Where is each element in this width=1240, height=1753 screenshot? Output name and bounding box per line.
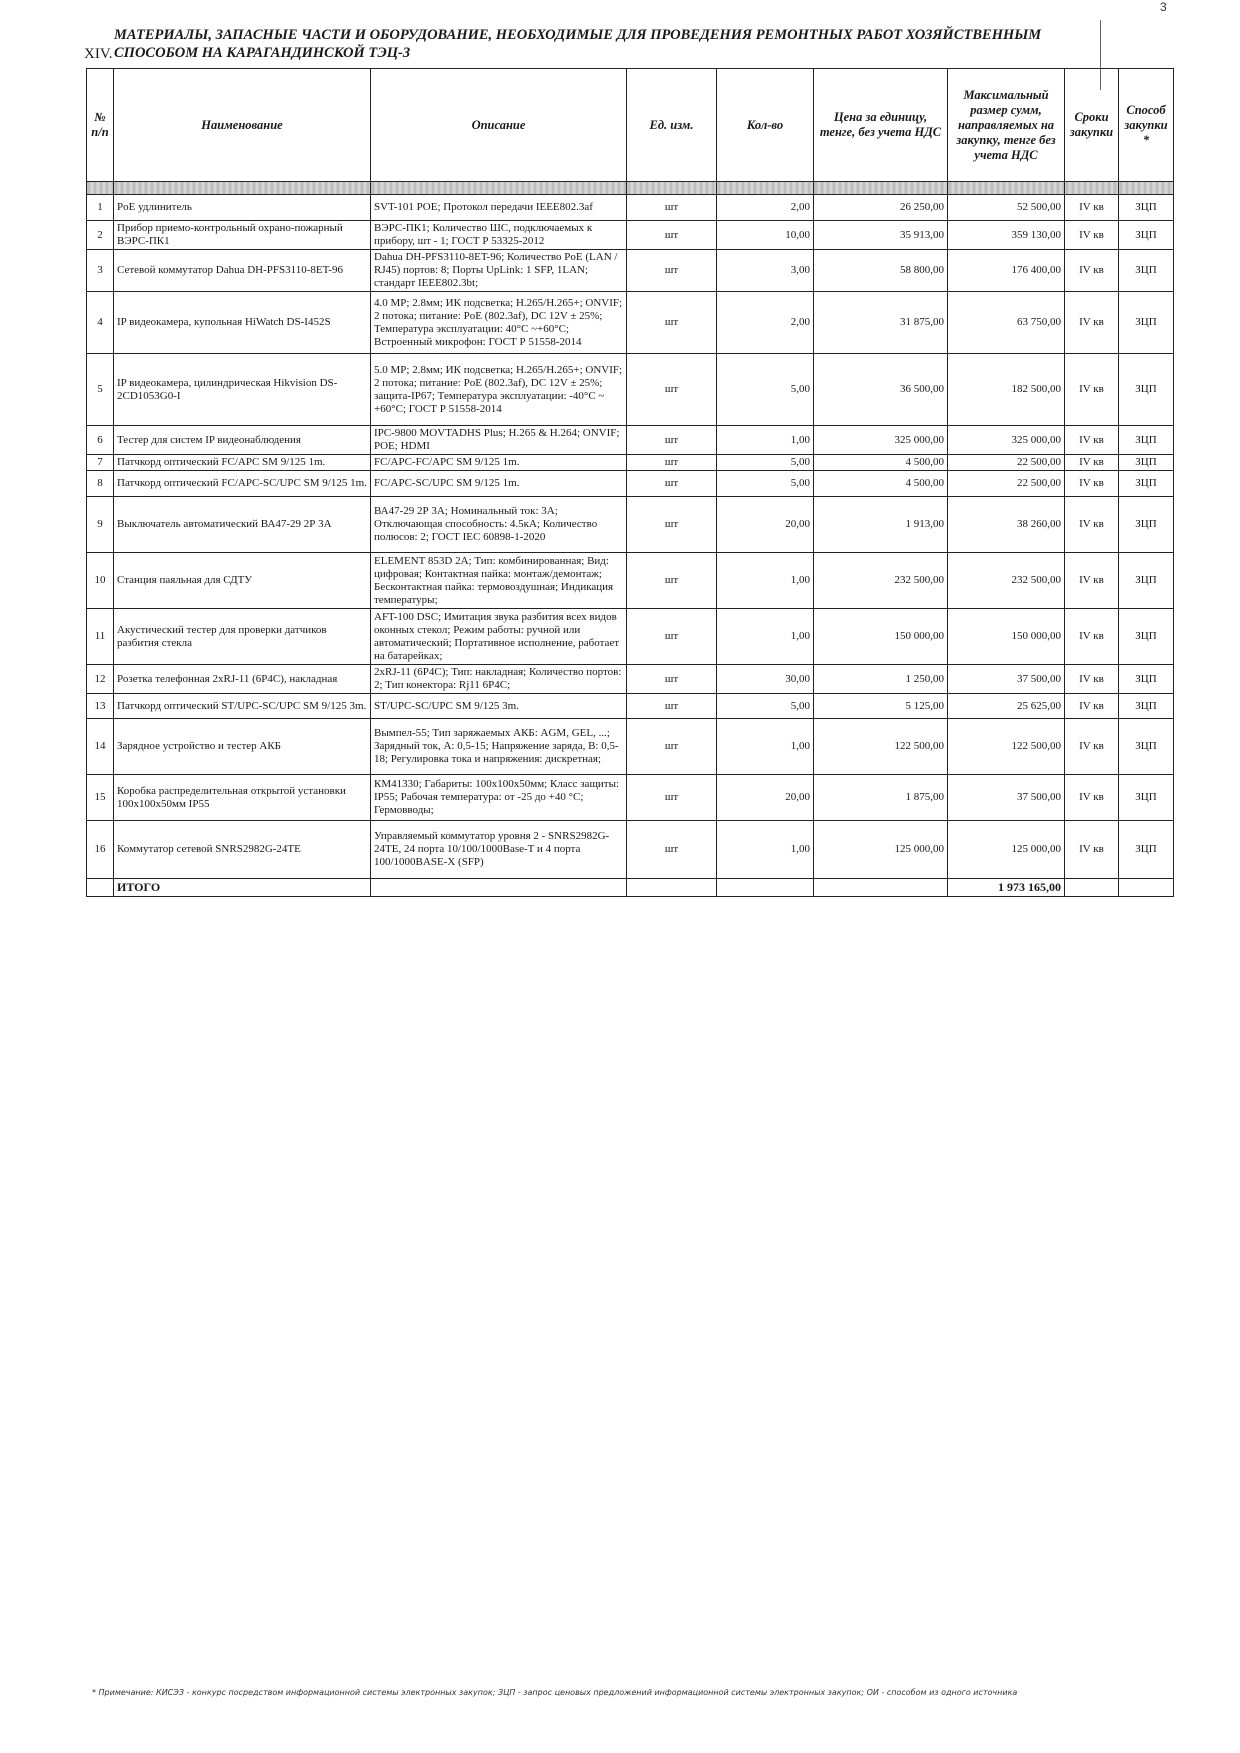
item-method: ЗЦП	[1119, 221, 1174, 250]
item-quantity: 3,00	[717, 250, 814, 292]
table-row	[87, 250, 1174, 292]
item-unit-price: 1 913,00	[814, 497, 948, 553]
header-desc: Описание	[371, 69, 627, 182]
item-quantity: 2,00	[717, 195, 814, 221]
item-term: IV кв	[1065, 719, 1119, 775]
section-number: XIV.	[84, 46, 113, 62]
total-row	[87, 879, 1174, 897]
total-sum: 1 973 165,00	[948, 879, 1065, 897]
header-row	[87, 69, 1174, 182]
item-unit-price: 58 800,00	[814, 250, 948, 292]
item-quantity: 2,00	[717, 292, 814, 354]
item-description: FC/APC-SC/UPC SM 9/125 1m.	[371, 471, 627, 497]
item-max-sum: 122 500,00	[948, 719, 1065, 775]
item-method: ЗЦП	[1119, 821, 1174, 879]
item-term: IV кв	[1065, 497, 1119, 553]
item-description: ELEMENT 853D 2A; Тип: комбинированная; Вид: цифровая; Контактная пайка: монтаж/демонтаж; Бесконтактная пайка: термовоздушная; Индикация температуры;	[371, 553, 627, 609]
item-unit-price: 36 500,00	[814, 354, 948, 426]
item-quantity: 30,00	[717, 665, 814, 694]
empty-cell	[87, 879, 114, 897]
item-name: Сетевой коммутатор Dahua DH-PFS3110-8ET-96	[114, 250, 371, 292]
item-max-sum: 232 500,00	[948, 553, 1065, 609]
item-unit: шт	[627, 553, 717, 609]
item-max-sum: 22 500,00	[948, 471, 1065, 497]
item-quantity: 1,00	[717, 553, 814, 609]
table-row	[87, 694, 1174, 719]
item-max-sum: 37 500,00	[948, 775, 1065, 821]
item-name: Выключатель автоматический ВА47-29 2Р 3А	[114, 497, 371, 553]
item-unit-price: 4 500,00	[814, 455, 948, 471]
item-max-sum: 176 400,00	[948, 250, 1065, 292]
row-number: 8	[87, 471, 114, 497]
item-description: 5.0 MP; 2.8мм; ИК подсветка; H.265/H.265+; ONVIF; 2 потока; питание: PoE (802.3af), DC 12V ± 25%; защита-IP67; Температура эксплуатации: -40°C ~ +60°C; ГОСТ Р 51558-2014	[371, 354, 627, 426]
item-name: Акустический тестер для проверки датчиков разбития стекла	[114, 609, 371, 665]
item-description: Вымпел-55; Тип заряжаемых АКБ: AGM, GEL, ...; Зарядный ток, А: 0,5-15; Напряжение заряда, В: 0,5-18; Регулировка тока и напряжения: дискретная;	[371, 719, 627, 775]
table-row	[87, 292, 1174, 354]
item-description: AFT-100 DSC; Имитация звука разбития всех видов оконных стекол; Режим работы: ручной или автоматический; Портативное исполнение, работает на батарейках;	[371, 609, 627, 665]
table-row	[87, 553, 1174, 609]
item-unit: шт	[627, 821, 717, 879]
row-number: 1	[87, 195, 114, 221]
row-number: 13	[87, 694, 114, 719]
item-unit-price: 150 000,00	[814, 609, 948, 665]
item-quantity: 5,00	[717, 471, 814, 497]
table-row	[87, 426, 1174, 455]
item-name: IP видеокамера, купольная HiWatch DS-I452S	[114, 292, 371, 354]
table-row	[87, 497, 1174, 553]
item-term: IV кв	[1065, 292, 1119, 354]
item-method: ЗЦП	[1119, 719, 1174, 775]
item-term: IV кв	[1065, 694, 1119, 719]
item-method: ЗЦП	[1119, 195, 1174, 221]
row-number: 9	[87, 497, 114, 553]
header-unit: Ед. изм.	[627, 69, 717, 182]
item-quantity: 1,00	[717, 821, 814, 879]
page-title: МАТЕРИАЛЫ, ЗАПАСНЫЕ ЧАСТИ И ОБОРУДОВАНИЕ, НЕОБХОДИМЫЕ ДЛЯ ПРОВЕДЕНИЯ РЕМОНТНЫХ РАБОТ ХОЗЯЙСТВЕННЫМ СПОСОБОМ НА КАРАГАНДИНСКОЙ ТЭЦ-3	[114, 27, 1042, 61]
empty-cell	[1119, 879, 1174, 897]
item-name: Патчкорд оптический ST/UPC-SC/UPC SM 9/125 3m.	[114, 694, 371, 719]
item-term: IV кв	[1065, 354, 1119, 426]
item-description: IPC-9800 MOVTADHS Plus; H.265 & H.264; ONVIF; POE; HDMI	[371, 426, 627, 455]
item-method: ЗЦП	[1119, 609, 1174, 665]
item-quantity: 20,00	[717, 497, 814, 553]
table-row	[87, 221, 1174, 250]
table-row	[87, 455, 1174, 471]
item-name: Тестер для систем IP видеонаблюдения	[114, 426, 371, 455]
item-unit-price: 325 000,00	[814, 426, 948, 455]
empty-cell	[814, 879, 948, 897]
row-number: 5	[87, 354, 114, 426]
item-description: FC/APC-FC/APC SM 9/125 1m.	[371, 455, 627, 471]
table-row	[87, 609, 1174, 665]
row-number: 10	[87, 553, 114, 609]
item-unit: шт	[627, 775, 717, 821]
item-unit-price: 35 913,00	[814, 221, 948, 250]
item-name: Станция паяльная для СДТУ	[114, 553, 371, 609]
item-unit-price: 1 250,00	[814, 665, 948, 694]
item-unit-price: 4 500,00	[814, 471, 948, 497]
item-quantity: 5,00	[717, 354, 814, 426]
item-method: ЗЦП	[1119, 455, 1174, 471]
item-max-sum: 22 500,00	[948, 455, 1065, 471]
item-method: ЗЦП	[1119, 292, 1174, 354]
item-name: Зарядное устройство и тестер АКБ	[114, 719, 371, 775]
item-name: Патчкорд оптический FC/APC SM 9/125 1m.	[114, 455, 371, 471]
item-term: IV кв	[1065, 609, 1119, 665]
item-quantity: 10,00	[717, 221, 814, 250]
item-term: IV кв	[1065, 455, 1119, 471]
item-unit: шт	[627, 665, 717, 694]
item-unit: шт	[627, 354, 717, 426]
item-term: IV кв	[1065, 553, 1119, 609]
item-term: IV кв	[1065, 195, 1119, 221]
item-description: Dahua DH-PFS3110-8ET-96; Количество PoE (LAN / RJ45) портов: 8; Порты UpLink: 1 SFP, 1LAN; стандарт IEEE802.3bt;	[371, 250, 627, 292]
item-description: Управляемый коммутатор уровня 2 - SNRS2982G-24TE, 24 порта 10/100/1000Base-T и 4 порта 100/1000BASE-X (SFP)	[371, 821, 627, 879]
item-term: IV кв	[1065, 250, 1119, 292]
item-unit: шт	[627, 195, 717, 221]
item-name: Коммутатор сетевой SNRS2982G-24TE	[114, 821, 371, 879]
item-unit: шт	[627, 221, 717, 250]
item-unit-price: 1 875,00	[814, 775, 948, 821]
item-method: ЗЦП	[1119, 775, 1174, 821]
item-quantity: 5,00	[717, 455, 814, 471]
table-row	[87, 195, 1174, 221]
header-max-sum: Максимальный размер сумм, направляемых на закупку, тенге без учета НДС	[948, 69, 1065, 182]
header-term: Сроки закупки	[1065, 69, 1119, 182]
header-num: № п/п	[87, 69, 114, 182]
item-unit-price: 26 250,00	[814, 195, 948, 221]
item-term: IV кв	[1065, 775, 1119, 821]
header-method: Способ закупки *	[1119, 69, 1174, 182]
item-unit-price: 5 125,00	[814, 694, 948, 719]
empty-cell	[1065, 879, 1119, 897]
item-term: IV кв	[1065, 665, 1119, 694]
item-description: 2xRJ-11 (6P4C); Тип: накладная; Количество портов: 2; Тип конектора: Rj11 6P4C;	[371, 665, 627, 694]
table-row	[87, 719, 1174, 775]
empty-cell	[717, 879, 814, 897]
item-method: ЗЦП	[1119, 471, 1174, 497]
item-term: IV кв	[1065, 821, 1119, 879]
page-number: 3	[1160, 0, 1167, 14]
row-number: 11	[87, 609, 114, 665]
item-unit-price: 125 000,00	[814, 821, 948, 879]
item-description: ВЭРС-ПК1; Количество ШС, подключаемых к прибору, шт - 1; ГОСТ Р 53325-2012	[371, 221, 627, 250]
item-quantity: 1,00	[717, 719, 814, 775]
item-method: ЗЦП	[1119, 694, 1174, 719]
item-unit: шт	[627, 455, 717, 471]
item-name: Патчкорд оптический FC/APC-SC/UPC SM 9/125 1m.	[114, 471, 371, 497]
item-unit-price: 31 875,00	[814, 292, 948, 354]
item-method: ЗЦП	[1119, 553, 1174, 609]
item-name: Розетка телефонная 2хRJ-11 (6Р4С), накладная	[114, 665, 371, 694]
materials-table	[86, 68, 1174, 897]
row-number: 7	[87, 455, 114, 471]
item-quantity: 5,00	[717, 694, 814, 719]
row-number: 4	[87, 292, 114, 354]
item-method: ЗЦП	[1119, 354, 1174, 426]
item-quantity: 1,00	[717, 609, 814, 665]
item-name: Коробка распределительная открытой установки 100х100х50мм IP55	[114, 775, 371, 821]
item-unit: шт	[627, 292, 717, 354]
item-description: ВА47-29 2Р 3А; Номинальный ток: 3А; Отключающая способность: 4.5кА; Количество полюсов: 2; ГОСТ IEC 60898-1-2020	[371, 497, 627, 553]
item-quantity: 20,00	[717, 775, 814, 821]
item-unit: шт	[627, 719, 717, 775]
item-unit: шт	[627, 426, 717, 455]
item-quantity: 1,00	[717, 426, 814, 455]
item-unit-price: 232 500,00	[814, 553, 948, 609]
footnote: * Примечание: КИСЭЗ - конкурс посредством информационной системы электронных закупок; ЗЦП - запрос ценовых предложений информационной системы электронных закупок; ОИ - способом из одного источника	[92, 1688, 1018, 1697]
empty-cell	[627, 879, 717, 897]
item-name: IP видеокамера, цилиндрическая Hikvision DS-2CD1053G0-I	[114, 354, 371, 426]
item-method: ЗЦП	[1119, 250, 1174, 292]
item-description: SVT-101 POE; Протокол передачи IEEE802.3af	[371, 195, 627, 221]
empty-cell	[371, 879, 627, 897]
row-number: 16	[87, 821, 114, 879]
item-name: Прибор приемо-контрольный охрано-пожарный ВЭРС-ПК1	[114, 221, 371, 250]
item-term: IV кв	[1065, 426, 1119, 455]
item-max-sum: 37 500,00	[948, 665, 1065, 694]
item-description: ST/UPC-SC/UPC SM 9/125 3m.	[371, 694, 627, 719]
header-qty: Кол-во	[717, 69, 814, 182]
item-max-sum: 38 260,00	[948, 497, 1065, 553]
item-unit: шт	[627, 694, 717, 719]
item-max-sum: 25 625,00	[948, 694, 1065, 719]
item-name: PoE удлинитель	[114, 195, 371, 221]
table-row	[87, 665, 1174, 694]
item-max-sum: 150 000,00	[948, 609, 1065, 665]
table-row	[87, 821, 1174, 879]
item-max-sum: 182 500,00	[948, 354, 1065, 426]
row-number: 12	[87, 665, 114, 694]
total-label: ИТОГО	[114, 879, 371, 897]
table-row	[87, 775, 1174, 821]
item-method: ЗЦП	[1119, 665, 1174, 694]
item-unit: шт	[627, 609, 717, 665]
row-number: 3	[87, 250, 114, 292]
header-name: Наименование	[114, 69, 371, 182]
item-max-sum: 325 000,00	[948, 426, 1065, 455]
item-term: IV кв	[1065, 471, 1119, 497]
item-unit: шт	[627, 471, 717, 497]
item-unit-price: 122 500,00	[814, 719, 948, 775]
row-number: 6	[87, 426, 114, 455]
item-max-sum: 125 000,00	[948, 821, 1065, 879]
item-max-sum: 359 130,00	[948, 221, 1065, 250]
row-number: 15	[87, 775, 114, 821]
header-price: Цена за единицу, тенге, без учета НДС	[814, 69, 948, 182]
item-unit: шт	[627, 497, 717, 553]
item-unit: шт	[627, 250, 717, 292]
item-max-sum: 52 500,00	[948, 195, 1065, 221]
item-max-sum: 63 750,00	[948, 292, 1065, 354]
row-number: 14	[87, 719, 114, 775]
item-description: КМ41330; Габариты: 100х100х50мм; Класс защиты: IP55; Рабочая температура: от -25 до +40 °C; Гермовводы;	[371, 775, 627, 821]
item-description: 4.0 MP; 2.8мм; ИК подсветка; H.265/H.265+; ONVIF; 2 потока; питание: PoE (802.3af), DC 12V ± 25%; Температура эксплуатации: 40°C ~+60°C; Встроенный микрофон: ГОСТ Р 51558-2014	[371, 292, 627, 354]
separator-row	[87, 182, 1174, 195]
item-term: IV кв	[1065, 221, 1119, 250]
item-method: ЗЦП	[1119, 497, 1174, 553]
item-method: ЗЦП	[1119, 426, 1174, 455]
table-row	[87, 354, 1174, 426]
table-row	[87, 471, 1174, 497]
row-number: 2	[87, 221, 114, 250]
